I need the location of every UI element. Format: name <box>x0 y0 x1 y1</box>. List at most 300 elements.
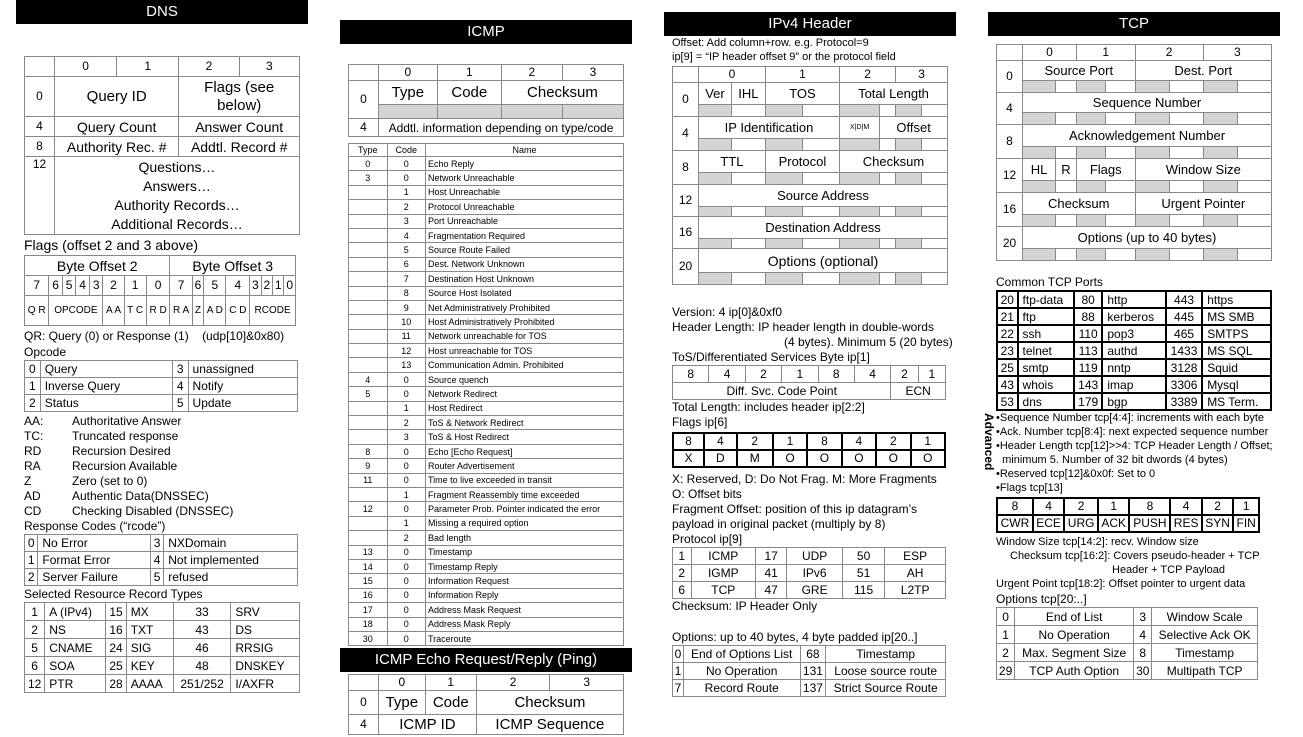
table-cell: 16 <box>106 621 126 639</box>
table-cell: ssh <box>1018 325 1074 342</box>
table-row <box>25 657 300 675</box>
tcp-ports-title: Common TCP Ports <box>996 275 1103 289</box>
icmp-cell: Parameter Prob. Pointer indicated the error <box>426 502 624 516</box>
bit-cell: 1 <box>124 276 146 296</box>
table-cell: GRE <box>787 582 843 599</box>
icmp-cell: Source Host Isolated <box>426 286 624 300</box>
icmp-row <box>349 257 624 271</box>
icmp-cell <box>349 300 388 314</box>
icmp-cell: Echo [Echo Request] <box>426 444 624 458</box>
icmp-row <box>349 272 624 286</box>
icmp-cell: 11 <box>349 473 388 487</box>
icmp-cell: Time to live exceeded in transit <box>426 473 624 487</box>
icmp-row <box>349 430 624 444</box>
icmp-row <box>349 329 624 343</box>
table-cell: bgp <box>1102 393 1166 410</box>
tcp-options-title: Options tcp[20:..] <box>996 592 1087 606</box>
bit-cell: O <box>911 450 946 467</box>
icmp-list-header: Type <box>349 144 388 157</box>
icmp-row <box>349 300 624 314</box>
ipv4-hl-note-1: Header Length: IP header length in double-words <box>672 320 934 334</box>
flag-meaning: Recursion Available <box>72 459 178 473</box>
bit-cell: 8 <box>673 366 709 383</box>
dns-opcode-title: Opcode <box>24 345 67 359</box>
bit-cell: 3 <box>89 276 103 296</box>
dns-flags-title: Flags (offset 2 and 3 above) <box>24 237 199 253</box>
bit-cell: 4 <box>1033 498 1064 515</box>
tcp-title: TCP <box>988 12 1280 36</box>
flag-definition <box>24 444 308 459</box>
table-cell: 23 <box>997 342 1018 359</box>
icmp-cell: Network unreachable for TOS <box>426 329 624 343</box>
dns-rcode-table <box>24 534 298 586</box>
table-cell: telnet <box>1018 342 1074 359</box>
icmp-cell: 0 <box>387 157 426 171</box>
table-cell: ESP <box>885 548 946 565</box>
tcp-flags-table <box>996 497 1260 533</box>
table-cell: 7 <box>673 680 684 697</box>
bit-cell: 4 <box>226 276 250 296</box>
table-cell: KEY <box>126 657 173 675</box>
bit-cell: 0 <box>146 276 170 296</box>
ipv4-options-table <box>672 645 946 697</box>
tcp-options-table <box>996 607 1258 680</box>
table-cell: 143 <box>1074 376 1102 393</box>
dns-flag-definitions <box>24 414 308 519</box>
icmp-row <box>349 617 624 631</box>
ipv4-tos-table: 8 4 2 1 8 4 2 1 Diff. Svc. Code Point ECN <box>672 365 946 400</box>
table-cell: Strict Source Route <box>826 680 946 697</box>
tcp-advanced-line: •Flags tcp[13] <box>996 482 1063 494</box>
table-row <box>673 582 946 599</box>
bit-cell: 6 <box>49 276 63 296</box>
icmp-cell: 0 <box>387 559 426 573</box>
ipv4-version-note: Version: 4 ip[0]&0xf0 <box>672 305 783 319</box>
icmp-cell <box>349 243 388 257</box>
table-cell: ftp <box>1018 308 1074 325</box>
table-cell: Query <box>40 361 172 378</box>
ipv4-title: IPv4 Header <box>664 12 956 36</box>
bit-cell: 1 <box>1233 498 1259 515</box>
icmp-cell: 0 <box>387 459 426 473</box>
table-cell: http <box>1102 291 1166 308</box>
bit-cell: 4 <box>704 433 737 450</box>
table-cell: Record Route <box>683 680 800 697</box>
icmp-cell <box>349 185 388 199</box>
table-row <box>997 393 1271 410</box>
icmp-cell: Information Request <box>426 574 624 588</box>
table-cell: refused <box>164 569 298 586</box>
icmp-row <box>349 401 624 415</box>
table-row <box>25 675 300 693</box>
icmp-cell: Echo Reply <box>426 157 624 171</box>
table-cell: UDP <box>787 548 843 565</box>
table-cell: PTR <box>45 675 106 693</box>
icmp-cell: 3 <box>387 430 426 444</box>
table-cell: SMTPS <box>1202 325 1271 342</box>
table-cell: 43 <box>173 621 231 639</box>
icmp-cell: 8 <box>349 444 388 458</box>
icmp-cell: 5 <box>387 243 426 257</box>
icmp-row <box>349 315 624 329</box>
table-cell: 17 <box>756 548 787 565</box>
table-cell: 6 <box>673 582 692 599</box>
icmp-cell: 1 <box>387 487 426 501</box>
table-cell: 2 <box>25 569 38 586</box>
table-cell: 179 <box>1074 393 1102 410</box>
table-cell: NXDomain <box>164 535 298 552</box>
flag-meaning: Zero (set to 0) <box>72 474 148 488</box>
icmp-cell <box>349 329 388 343</box>
dns-opcode-table <box>24 360 298 412</box>
table-cell: 29 <box>997 662 1015 680</box>
icmp-cell <box>349 315 388 329</box>
table-cell: AH <box>885 565 946 582</box>
bit-cell: 1 <box>782 366 818 383</box>
icmp-cell: Net Administratively Prohibited <box>426 300 624 314</box>
table-cell: TCP <box>691 582 755 599</box>
table-cell: MS Term. <box>1202 393 1271 410</box>
table-cell: smtp <box>1018 359 1074 376</box>
flag-definition <box>24 459 308 474</box>
icmp-cell: Bad length <box>426 531 624 545</box>
icmp-cell: 4 <box>387 228 426 242</box>
table-cell: MX <box>126 603 173 621</box>
table-cell: 1433 <box>1166 342 1202 359</box>
icmp-cell: Network Redirect <box>426 387 624 401</box>
icmp-row <box>349 588 624 602</box>
bit-cell: 1 <box>773 433 807 450</box>
bit-cell: D <box>704 450 737 467</box>
table-cell: 0 <box>673 646 684 663</box>
bit-cell: 2 <box>103 276 124 296</box>
ipv4-frag-offset-2: payload in original packet (multiply by 8) <box>672 517 886 531</box>
table-cell: 48 <box>173 657 231 675</box>
bit-cell: CWR <box>997 515 1033 532</box>
ipv4-frag-offset-1: Fragment Offset: position of this ip datagram’s <box>672 502 918 516</box>
icmp-cell <box>349 430 388 444</box>
bit-cell: SYN <box>1202 515 1233 532</box>
icmp-cell: 0 <box>387 617 426 631</box>
table-cell: 25 <box>997 359 1018 376</box>
icmp-row <box>349 559 624 573</box>
icmp-cell: 0 <box>387 502 426 516</box>
table-cell: 12 <box>25 675 45 693</box>
flag-meaning: Authentic Data(DNSSEC) <box>72 489 209 503</box>
table-cell: 3389 <box>1166 393 1202 410</box>
icmp-cell: 1 <box>387 401 426 415</box>
table-row <box>673 680 946 697</box>
dns-flags-table: Byte Offset 2 Byte Offset 3 7 6 5 4 3 2 1 0 7 6 5 4 3 2 1 0 Q R OPCODE A A T C R D R A Z A D C D RCODE <box>24 255 296 326</box>
table-cell: 2 <box>25 621 45 639</box>
table-cell: Loose source route <box>826 663 946 680</box>
icmp-row <box>349 473 624 487</box>
icmp-cell <box>349 516 388 530</box>
bit-cell: 1 <box>1098 498 1129 515</box>
table-cell: MS SQL <box>1202 342 1271 359</box>
ipv4-column <box>664 0 956 697</box>
icmp-header-table: 0 1 2 3 0 Type Code Checksum 4 Addtl. information depending on type/code <box>348 64 624 137</box>
table-cell: 46 <box>173 639 231 657</box>
icmp-row <box>349 243 624 257</box>
table-cell: 115 <box>842 582 884 599</box>
icmp-cell: ToS & Host Redirect <box>426 430 624 444</box>
table-cell: Update <box>188 395 297 412</box>
ipv4-options-title: Options: up to 40 bytes, 4 byte padded ip[20..] <box>672 630 918 644</box>
bit-cell: PUSH <box>1129 515 1170 532</box>
table-cell: TCP Auth Option <box>1015 662 1134 680</box>
table-cell: 4 <box>172 378 188 395</box>
icmp-cell: 0 <box>387 631 426 645</box>
dns-title: DNS <box>16 0 308 24</box>
table-cell: unassigned <box>188 361 297 378</box>
bit-cell: 8 <box>997 498 1033 515</box>
bit-cell: 2 <box>737 433 773 450</box>
bit-cell: RES <box>1170 515 1201 532</box>
table-cell: 15 <box>106 603 126 621</box>
dns-column <box>16 0 308 693</box>
icmp-cell: 6 <box>387 257 426 271</box>
icmp-cell: 4 <box>349 372 388 386</box>
table-cell: 25 <box>106 657 126 675</box>
icmp-cell: 0 <box>387 545 426 559</box>
tcp-advanced-label: Advanced <box>982 413 996 471</box>
dns-rr-title: Selected Resource Record Types <box>24 587 203 601</box>
table-cell: 465 <box>1166 325 1202 342</box>
table-cell: pop3 <box>1102 325 1166 342</box>
table-cell: 2 <box>997 644 1015 662</box>
icmp-echo-table: 0 1 2 3 0 Type Code Checksum 4 ICMP ID ICMP Sequence <box>348 674 624 735</box>
icmp-row <box>349 531 624 545</box>
flag-meaning: Recursion Desired <box>72 444 171 458</box>
table-cell: kerberos <box>1102 308 1166 325</box>
icmp-cell: Dest. Network Unknown <box>426 257 624 271</box>
bit-cell: 2 <box>876 433 910 450</box>
icmp-row <box>349 516 624 530</box>
table-cell: Window Scale <box>1152 608 1258 626</box>
table-cell: Format Error <box>38 552 150 569</box>
dns-rcode-title: Response Codes (“rcode”) <box>24 519 166 533</box>
flag-abbrev: CD <box>24 504 42 518</box>
table-row <box>25 603 300 621</box>
table-cell: End of List <box>1015 608 1134 626</box>
icmp-cell: 1 <box>387 516 426 530</box>
bit-cell: 8 <box>673 433 704 450</box>
table-cell: CNAME <box>45 639 106 657</box>
table-cell: 6 <box>25 657 45 675</box>
table-cell: 24 <box>106 639 126 657</box>
table-cell: 20 <box>997 291 1018 308</box>
ipv4-header-table: 0 1 2 3 0 Ver IHL TOS Total Length 4 IP Identification X|D|M Offset 8 TTL Protocol Checksum 12 Source Address 16 Destination Address 20 Options (optional) <box>672 66 948 285</box>
table-cell: 30 <box>1134 662 1152 680</box>
icmp-cell: Host Redirect <box>426 401 624 415</box>
table-row <box>25 621 300 639</box>
icmp-cell: Timestamp Reply <box>426 559 624 573</box>
flag-definition <box>24 489 308 504</box>
table-cell: 445 <box>1166 308 1202 325</box>
table-cell: Inverse Query <box>40 378 172 395</box>
icmp-cell: Traceroute <box>426 631 624 645</box>
icmp-cell: 0 <box>387 588 426 602</box>
icmp-cell: 0 <box>387 387 426 401</box>
table-cell: 5 <box>172 395 188 412</box>
icmp-cell: Destination Host Unknown <box>426 272 624 286</box>
bit-cell: 1 <box>918 366 945 383</box>
table-cell: NS <box>45 621 106 639</box>
bit-cell: 6 <box>192 276 203 296</box>
bit-cell: O <box>876 450 910 467</box>
table-row <box>997 291 1271 308</box>
table-cell: 119 <box>1074 359 1102 376</box>
icmp-row <box>349 344 624 358</box>
table-cell: SOA <box>45 657 106 675</box>
table-cell: I/AXFR <box>231 675 300 693</box>
icmp-cell: Host Unreachable <box>426 185 624 199</box>
table-cell: 51 <box>842 565 884 582</box>
icmp-row <box>349 286 624 300</box>
table-cell: 88 <box>1074 308 1102 325</box>
table-cell: DNSKEY <box>231 657 300 675</box>
table-row <box>997 626 1258 644</box>
tcp-advanced-notes <box>996 411 1280 495</box>
icmp-cell <box>349 228 388 242</box>
dns-qr-note: QR: Query (0) or Response (1) (udp[10]&0x80) <box>24 329 285 343</box>
bit-cell: 7 <box>25 276 49 296</box>
table-cell: 47 <box>756 582 787 599</box>
table-cell: IPv6 <box>787 565 843 582</box>
bit-cell: 4 <box>1170 498 1201 515</box>
icmp-row <box>349 228 624 242</box>
icmp-row <box>349 214 624 228</box>
icmp-cell: 13 <box>349 545 388 559</box>
table-cell: 113 <box>1074 342 1102 359</box>
table-row <box>673 548 946 565</box>
table-cell: dns <box>1018 393 1074 410</box>
tcp-advanced-line: minimum 5. Number of 32 bit dwords (4 bytes) <box>996 454 1228 466</box>
ipv4-flag-desc: X: Reserved, D: Do Not Frag. M: More Fragments <box>672 472 937 486</box>
table-cell: Multipath TCP <box>1152 662 1258 680</box>
icmp-title: ICMP <box>340 20 632 44</box>
icmp-cell: 12 <box>387 344 426 358</box>
bit-cell: O <box>842 450 876 467</box>
flag-abbrev: RA <box>24 459 41 473</box>
bit-cell: 3 <box>250 276 261 296</box>
bit-cell: X <box>673 450 704 467</box>
table-cell: End of Options List <box>683 646 800 663</box>
icmp-cell: Fragmentation Required <box>426 228 624 242</box>
table-cell: 137 <box>800 680 826 697</box>
table-row <box>673 565 946 582</box>
bit-cell: ECE <box>1033 515 1064 532</box>
table-cell: 41 <box>756 565 787 582</box>
table-row <box>25 378 298 395</box>
table-row <box>25 639 300 657</box>
icmp-cell: 2 <box>387 416 426 430</box>
table-cell: No Error <box>38 535 150 552</box>
table-cell: No Operation <box>1015 626 1134 644</box>
icmp-cell: Source quench <box>426 372 624 386</box>
icmp-cell: 11 <box>387 329 426 343</box>
icmp-cell: Timestamp <box>426 545 624 559</box>
table-cell: 1 <box>673 663 684 680</box>
bit-cell: FIN <box>1233 515 1259 532</box>
tcp-window-note: Window Size tcp[14:2]: recv. Window size <box>996 536 1199 548</box>
icmp-row <box>349 444 624 458</box>
table-cell: nntp <box>1102 359 1166 376</box>
table-cell: 3306 <box>1166 376 1202 393</box>
table-cell: 2 <box>673 565 692 582</box>
icmp-row <box>349 387 624 401</box>
icmp-cell: 0 <box>387 473 426 487</box>
bit-cell: M <box>737 450 773 467</box>
flag-meaning: Truncated response <box>72 429 179 443</box>
table-cell: 28 <box>106 675 126 693</box>
table-cell: Timestamp <box>826 646 946 663</box>
icmp-row <box>349 185 624 199</box>
ipv4-flags-title: Flags ip[6] <box>672 415 728 429</box>
flag-meaning: Authoritative Answer <box>72 414 182 428</box>
table-row <box>673 663 946 680</box>
icmp-row <box>349 358 624 372</box>
icmp-row <box>349 574 624 588</box>
icmp-cell: 15 <box>349 574 388 588</box>
table-cell: MS SMB <box>1202 308 1271 325</box>
dns-rr-table <box>24 602 300 693</box>
table-cell: SRV <box>231 603 300 621</box>
icmp-cell <box>349 272 388 286</box>
table-cell: 68 <box>800 646 826 663</box>
bit-cell: O <box>773 450 807 467</box>
bit-cell: 4 <box>854 366 891 383</box>
icmp-cell <box>349 257 388 271</box>
table-row <box>997 608 1258 626</box>
icmp-cell: Communication Admin. Prohibited <box>426 358 624 372</box>
table-cell: TXT <box>126 621 173 639</box>
table-cell: Selective Ack OK <box>1152 626 1258 644</box>
icmp-row <box>349 459 624 473</box>
table-cell: Server Failure <box>38 569 150 586</box>
icmp-cell: 3 <box>387 214 426 228</box>
icmp-cell: 14 <box>349 559 388 573</box>
bit-cell: 5 <box>204 276 226 296</box>
flag-abbrev: Z <box>24 474 32 488</box>
icmp-cell: Router Advertisement <box>426 459 624 473</box>
icmp-cell: 16 <box>349 588 388 602</box>
table-cell: 4 <box>150 552 163 569</box>
icmp-cell <box>349 286 388 300</box>
table-cell: 22 <box>997 325 1018 342</box>
icmp-row <box>349 416 624 430</box>
tcp-column <box>982 0 1280 680</box>
icmp-row <box>349 171 624 185</box>
flag-definition <box>24 504 308 519</box>
bit-cell: 1 <box>273 276 284 296</box>
icmp-list-header: Name <box>426 144 624 157</box>
icmp-cell: 2 <box>387 200 426 214</box>
table-row <box>997 342 1271 359</box>
icmp-cell: 12 <box>349 502 388 516</box>
ipv4-note-1: Offset: Add column+row. e.g. Protocol=9 <box>672 37 869 49</box>
icmp-cell <box>349 487 388 501</box>
table-row <box>997 325 1271 342</box>
table-cell: 3 <box>150 535 163 552</box>
bit-cell: 8 <box>1129 498 1170 515</box>
flag-abbrev: AD <box>24 489 41 503</box>
icmp-type-code-table <box>348 143 624 646</box>
icmp-cell: 0 <box>387 574 426 588</box>
icmp-cell: 0 <box>387 171 426 185</box>
table-row <box>997 644 1258 662</box>
